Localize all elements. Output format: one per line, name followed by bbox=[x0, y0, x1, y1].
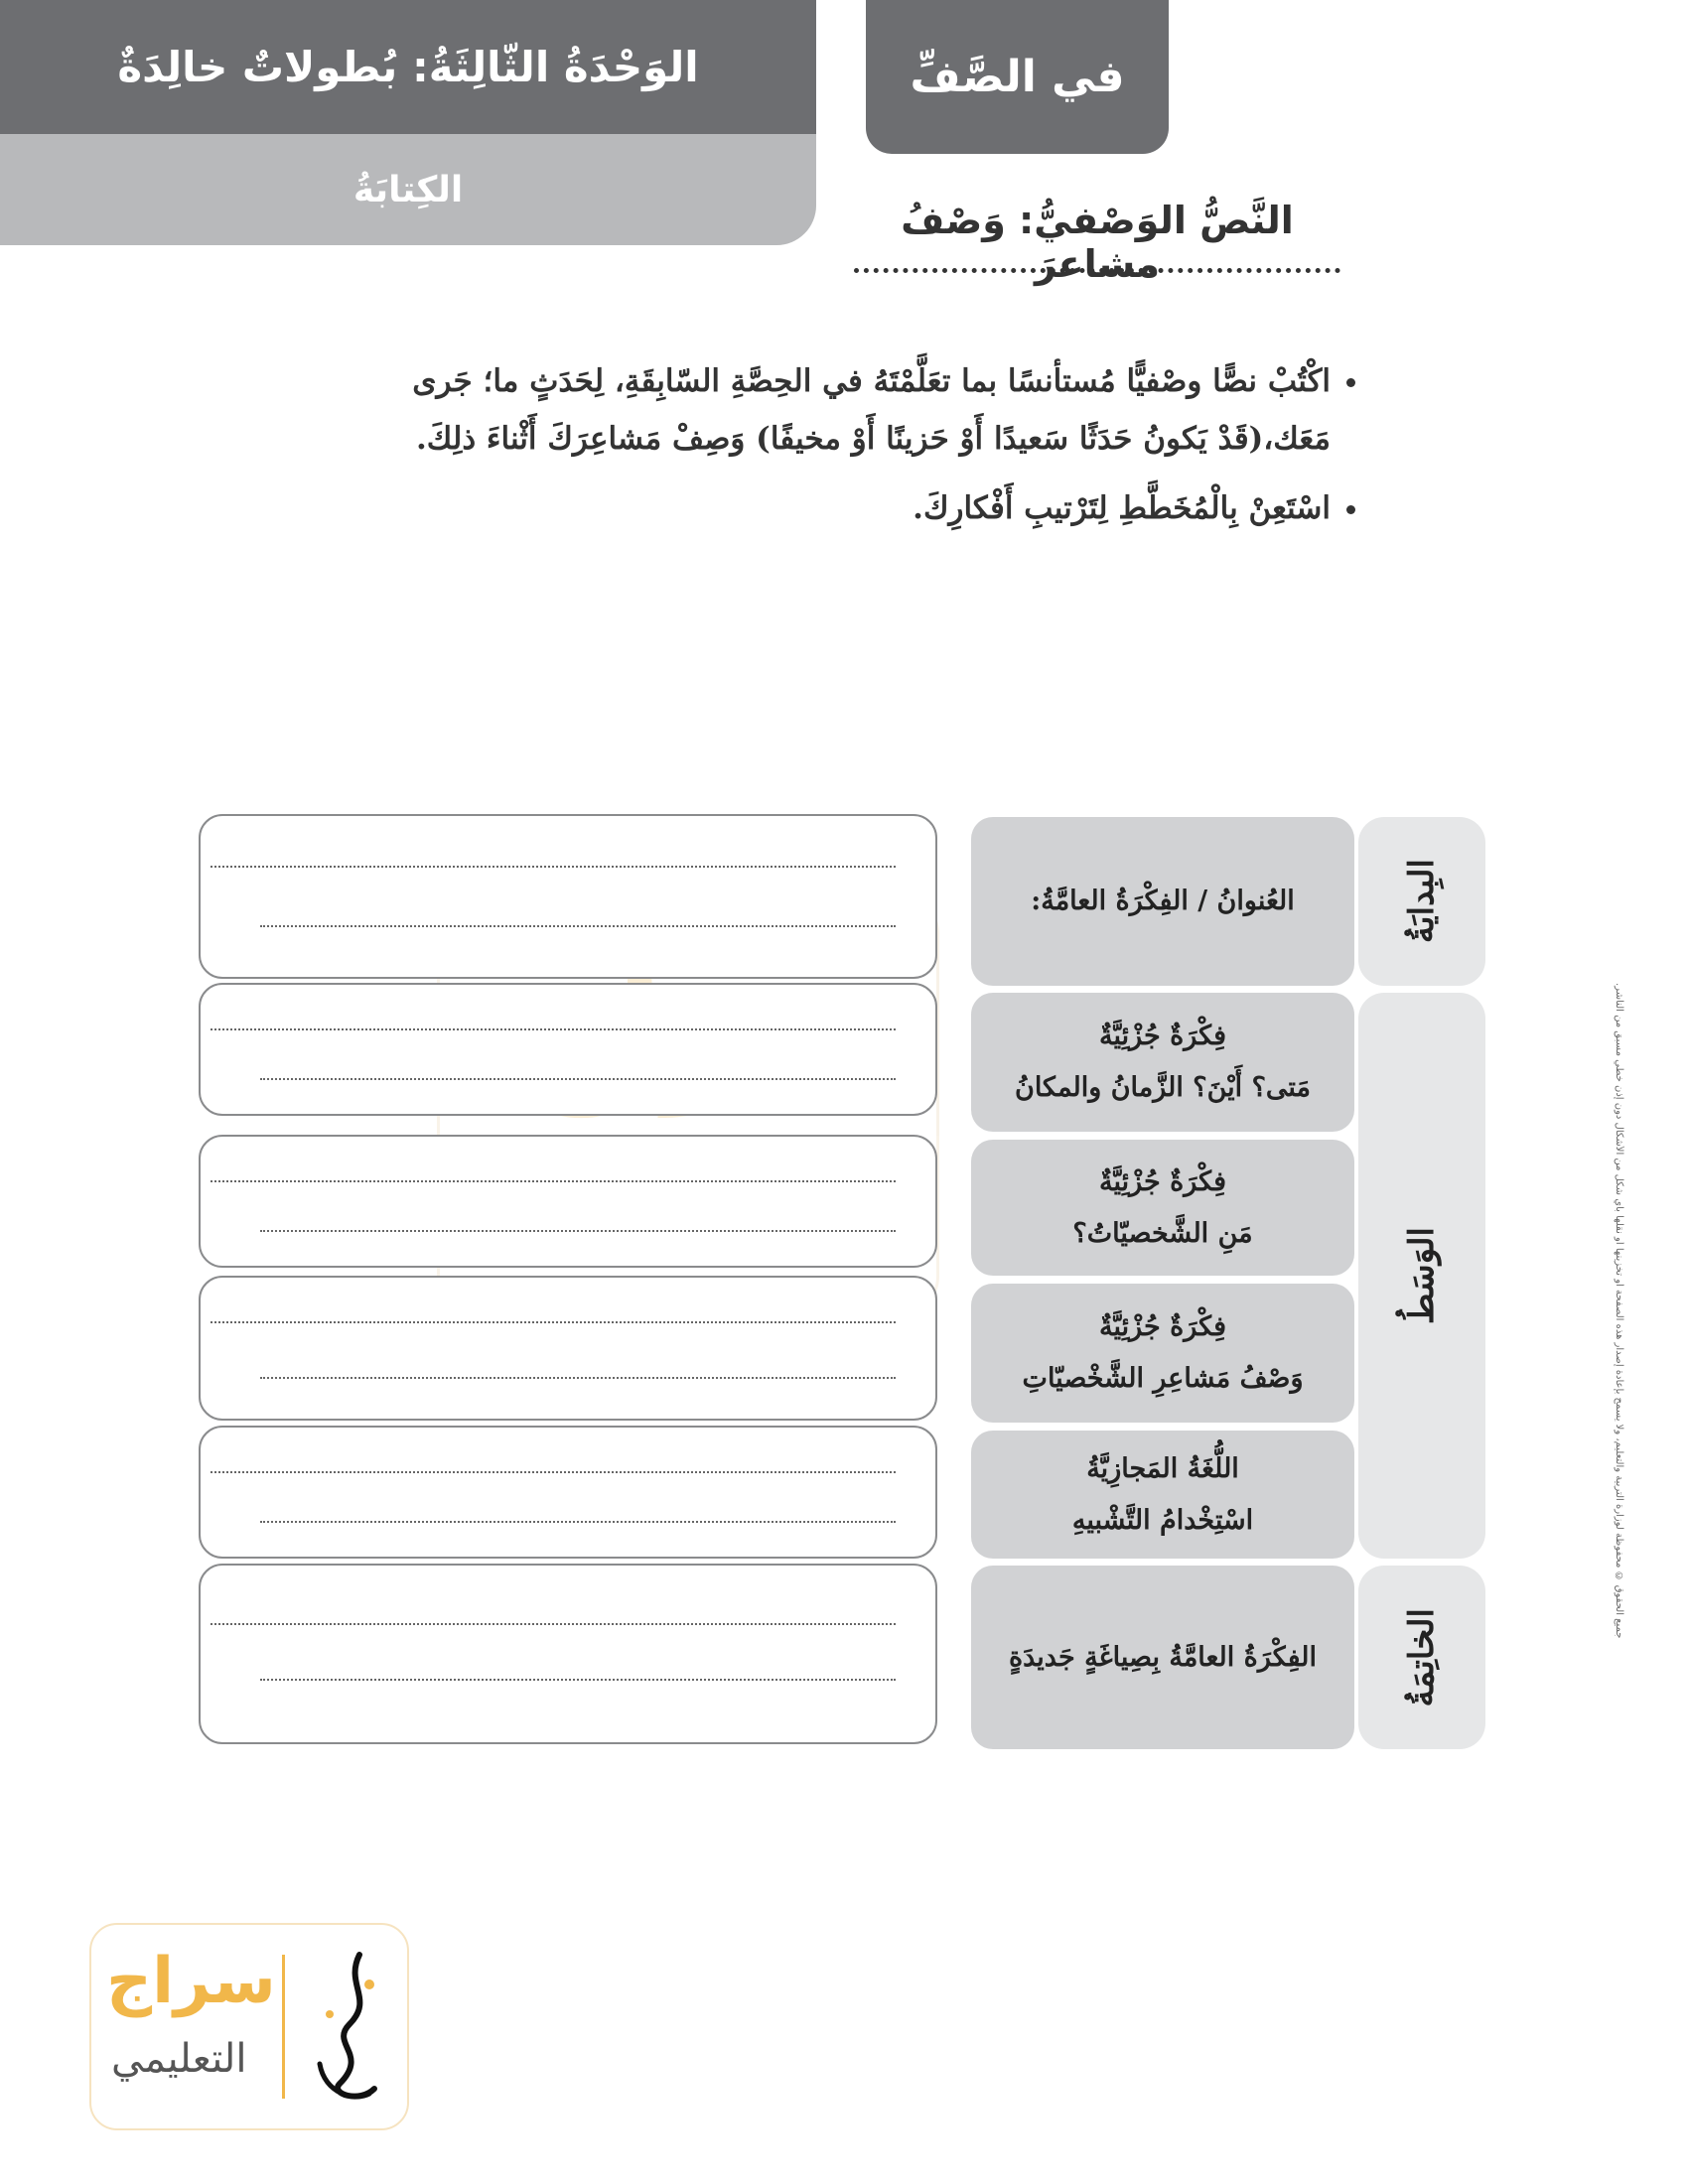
writing-line bbox=[211, 1471, 896, 1473]
stage-ending bbox=[1358, 1566, 1485, 1749]
row-label-line: مَتى؟ أَيْنَ؟ الزَّمانُ والمكانُ bbox=[1014, 1072, 1312, 1103]
section-title: الكِتابَةُ bbox=[352, 169, 464, 210]
row-label-line: اسْتِخْدامُ التَّشْبيهِ bbox=[1071, 1504, 1254, 1536]
lesson-title: النَّصُّ الوَصْفيُّ: وَصْفُ مشاعرَ bbox=[854, 199, 1340, 273]
writing-line bbox=[260, 1078, 896, 1080]
writing-line bbox=[211, 1028, 896, 1030]
writing-line bbox=[260, 1377, 896, 1379]
writing-line bbox=[211, 1321, 896, 1323]
instruction-item: • اكْتُبْ نصًّا وصْفيًّا مُستأنسًا بما تعَلَّمْتَهُ في الحِصَّةِ السّابِقَةِ، لِحَدَثٍ ما؛ جَرى مَعَك،(قَدْ يَكونُ حَدَثًا سَعيدًا أَوْ حَزينًا أَوْ مخيفًا) وَصِفْ مَشاعِرَكَ أَثْناءَ ذلِكَ. bbox=[357, 352, 1331, 468]
row-label-feelings bbox=[971, 1284, 1354, 1423]
row-label-line: مَنِ الشَّخصيّاتُ؟ bbox=[1072, 1217, 1253, 1249]
calligraphy-emblem-icon bbox=[300, 1945, 394, 2109]
instruction-item: • اسْتَعِنْ بِالْمُخَطَّطِ لِتَرْتيبِ أَفْكارِكَ. bbox=[357, 479, 1331, 537]
class-tab-label: في الصَّفِّ bbox=[910, 52, 1125, 102]
row-label-line: فِكْرَةٌ جُزْئِيَّةٌ bbox=[1099, 1165, 1226, 1197]
row-label-line: اللُّغَةُ المَجازِيَّةُ bbox=[1086, 1452, 1239, 1484]
stage-beginning bbox=[1358, 817, 1485, 986]
copyright-notice: جميع الحقوق © محفوظة لوزارة التربية والتعليم، ولا يسمح بإعادة إصدار هذه الصفحة أو تخزينها أو نقلها بأي شكل من الأشكال دون إذن خطي مسبق من الناشر. bbox=[1614, 982, 1624, 1639]
row-label-line: فِكْرَةٌ جُزْئِيَّةٌ bbox=[1099, 1311, 1226, 1342]
writing-line bbox=[211, 1180, 896, 1182]
logo-text-main: سراج bbox=[106, 1945, 276, 2018]
instructions bbox=[357, 352, 1370, 549]
stage-beginning-label: البِدايَةُ bbox=[1402, 859, 1442, 944]
logo-text-sub: التعليمي bbox=[111, 2036, 247, 2082]
logo-divider bbox=[282, 1955, 285, 2099]
answer-box-feelings[interactable] bbox=[199, 1276, 937, 1421]
answer-box-figurative[interactable] bbox=[199, 1426, 937, 1559]
row-label-figurative bbox=[971, 1431, 1354, 1559]
row-label-title bbox=[971, 817, 1354, 986]
row-label-conclusion bbox=[971, 1566, 1354, 1749]
stage-ending-label: الخاتِمَةُ bbox=[1402, 1607, 1442, 1707]
row-label-line: فِكْرَةٌ جُزْئِيَّةٌ bbox=[1099, 1021, 1226, 1051]
answer-box-title[interactable] bbox=[199, 814, 937, 979]
row-label-line: العُنوانُ / الفِكْرَةُ العامَّةُ: bbox=[1031, 886, 1295, 916]
row-label-time-place bbox=[971, 993, 1354, 1132]
unit-title-banner bbox=[0, 0, 816, 134]
unit-title: الوَحْدَةُ الثّالِثَةُ: بُطولاتٌ خالِدَةٌ bbox=[117, 43, 699, 91]
row-label-characters bbox=[971, 1140, 1354, 1276]
writing-line bbox=[211, 1623, 896, 1625]
stage-middle bbox=[1358, 993, 1485, 1559]
publisher-logo bbox=[89, 1923, 409, 2130]
answer-box-time-place[interactable] bbox=[199, 983, 937, 1116]
stage-middle-label: الوَسَطُ bbox=[1402, 1226, 1442, 1325]
answer-box-conclusion[interactable] bbox=[199, 1564, 937, 1744]
answer-box-characters[interactable] bbox=[199, 1135, 937, 1268]
row-label-line: وَصْفُ مَشاعِرِ الشَّخْصيّاتِ bbox=[1022, 1363, 1304, 1394]
writing-line bbox=[260, 1521, 896, 1523]
writing-line bbox=[260, 1230, 896, 1232]
writing-line bbox=[260, 925, 896, 927]
section-title-banner bbox=[0, 134, 816, 245]
writing-line bbox=[260, 1679, 896, 1681]
row-label-line: الفِكْرَةُ العامَّةُ بِصِياغَةٍ جَديدَةٍ bbox=[1008, 1641, 1318, 1673]
writing-line bbox=[211, 866, 896, 868]
class-tab bbox=[866, 0, 1169, 154]
